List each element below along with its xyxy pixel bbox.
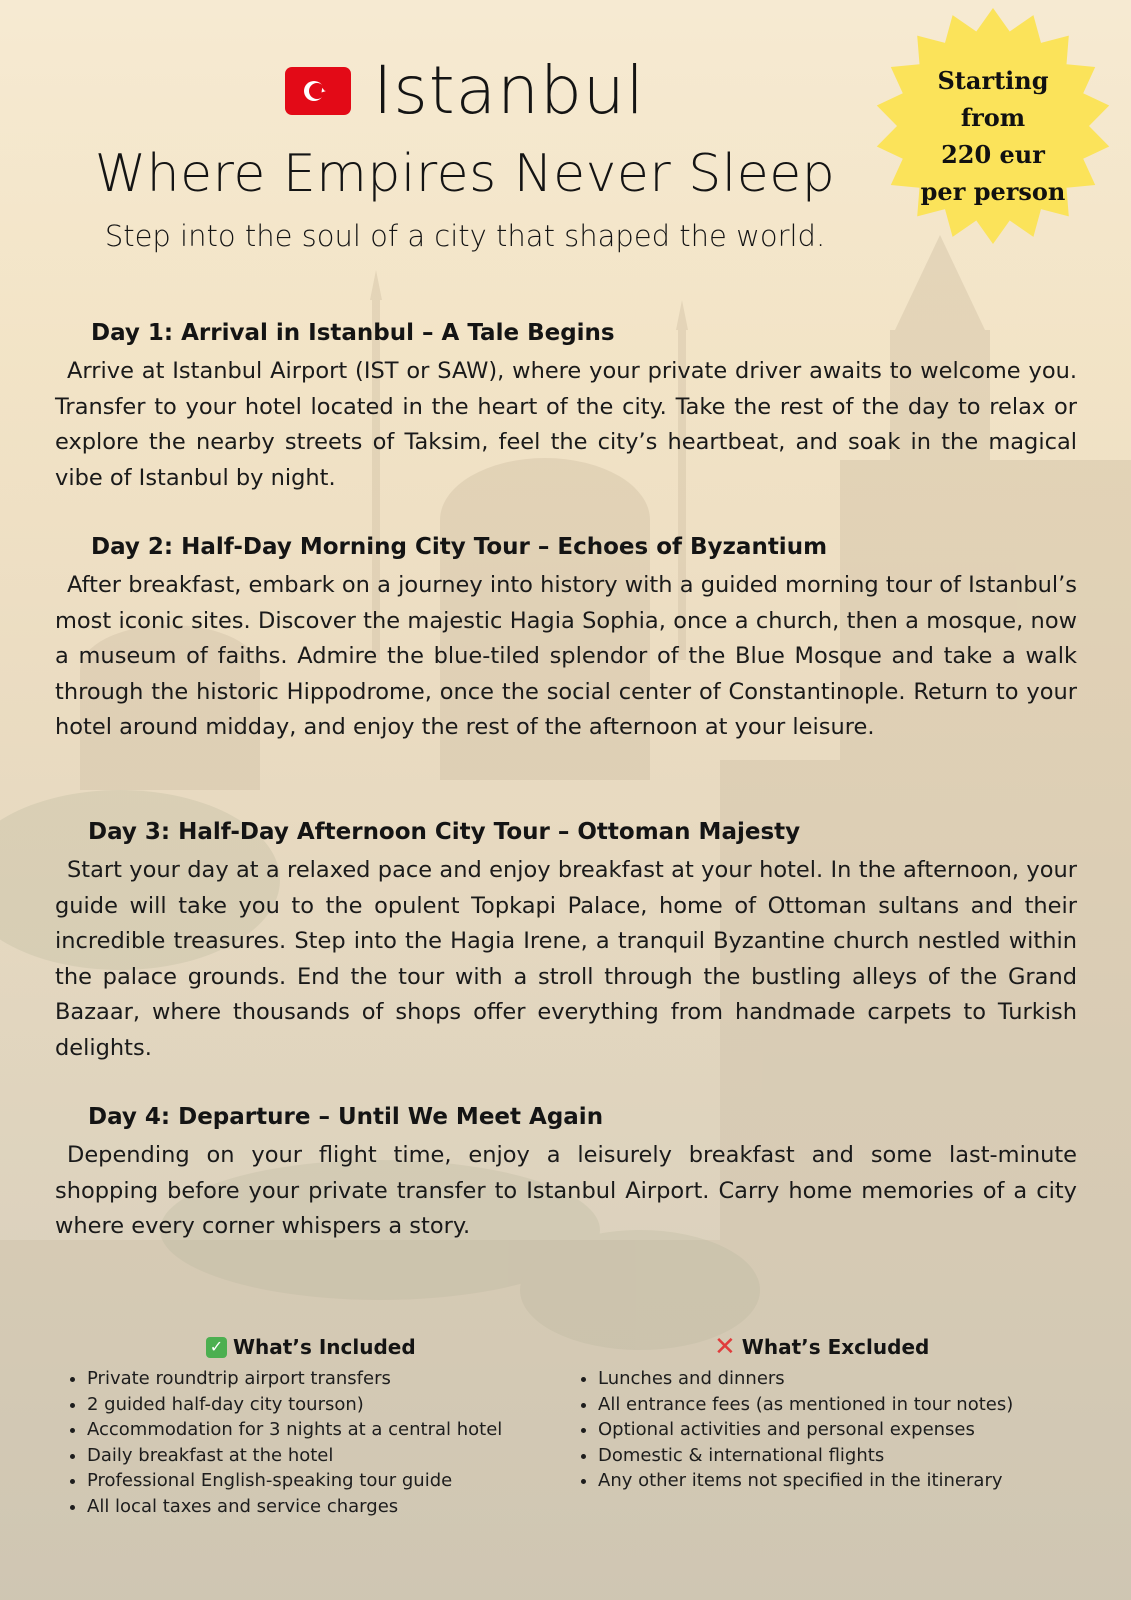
cross-mark-icon: ✕ [714,1332,736,1362]
price-line-1: Starting [937,66,1049,95]
included-column [55,1334,555,1519]
day-title: Day 1: Arrival in Istanbul – A Tale Begins [91,320,615,346]
list-item: • Private roundtrip airport transfers [87,1366,555,1392]
itinerary-day-4 [55,1102,1077,1245]
list-item: • 2 guided half-day city tourson) [87,1392,555,1418]
list-item: • Professional English-speaking tour guide [87,1468,555,1494]
list-item: • Lunches and dinners [598,1366,1106,1392]
day-title: Day 3: Half-Day Afternoon City Tour – Ottoman Majesty [88,819,801,845]
price-badge [873,6,1113,246]
included-heading [206,1334,555,1360]
list-item: • Optional activities and personal expenses [598,1417,1106,1443]
day-description: Arrive at Istanbul Airport (IST or SAW), where your private driver awaits to welcome you. Transfer to your hotel located in the heart of the city. Take the rest of the day to relax or explore the nearby streets of Taksim, feel the city’s heartbeat, and soak in the magical vibe of Istanbul by night. [55,358,1077,491]
price-badge-text [873,62,1113,210]
price-line-4: per person [920,177,1066,206]
included-list [55,1366,555,1519]
itinerary-day-2 [55,532,1077,746]
list-item: • All entrance fees (as mentioned in tour notes) [598,1392,1106,1418]
title-row [0,52,930,129]
day-title: Day 2: Half-Day Morning City Tour – Echoes of Byzantium [91,534,828,560]
tagline: Where Empires Never Sleep [94,144,836,204]
itinerary-day-1 [55,318,1077,496]
excluded-heading [714,1334,1106,1360]
excluded-list [566,1366,1106,1494]
list-item: • Accommodation for 3 nights at a central hotel [87,1417,555,1443]
list-item: • Daily breakfast at the hotel [87,1443,555,1469]
price-line-3: 220 eur [941,140,1045,169]
itinerary-day-3 [55,817,1077,1067]
day-description: Depending on your flight time, enjoy a leisurely breakfast and some last-minute shopping before your private transfer to Istanbul Airport. Carry home memories of a city where every corner whispers a story. [55,1142,1077,1240]
included-heading-label: What’s Included [233,1335,416,1359]
list-item: • Domestic & international flights [598,1443,1106,1469]
city-name: Istanbul [372,52,646,129]
excluded-column [566,1334,1106,1494]
subtitle: Step into the soul of a city that shaped the world. [104,219,826,253]
excluded-heading-label: What’s Excluded [741,1335,930,1359]
list-item: • Any other items not specified in the itinerary [598,1468,1106,1494]
day-description: After breakfast, embark on a journey into history with a guided morning tour of Istanbul’s most iconic sites. Discover the majestic Hagia Sophia, once a church, then a mosque, now a museum of faiths. Admire the blue-tiled splendor of the Blue Mosque and take a walk through the historic Hippodrome, once the social center of Constantinople. Return to your hotel around midday, and enjoy the rest of the afternoon at your leisure. [55,572,1077,741]
day-description: Start your day at a relaxed pace and enjoy breakfast at your hotel. In the afternoon, your guide will take you to the opulent Topkapi Palace, home of Ottoman sultans and their incredible treasures. Step into the Hagia Irene, a tranquil Byzantine church nestled within the palace grounds. End the tour with a stroll through the bustling alleys of the Grand Bazaar, where thousands of shops offer everything from handmade carpets to Turkish delights. [55,857,1077,1061]
day-title: Day 4: Departure – Until We Meet Again [88,1104,604,1130]
list-item: • All local taxes and service charges [87,1494,555,1520]
check-mark-icon: ✓ [206,1337,227,1358]
price-line-2: from [960,103,1026,132]
turkey-flag-icon [285,67,351,115]
